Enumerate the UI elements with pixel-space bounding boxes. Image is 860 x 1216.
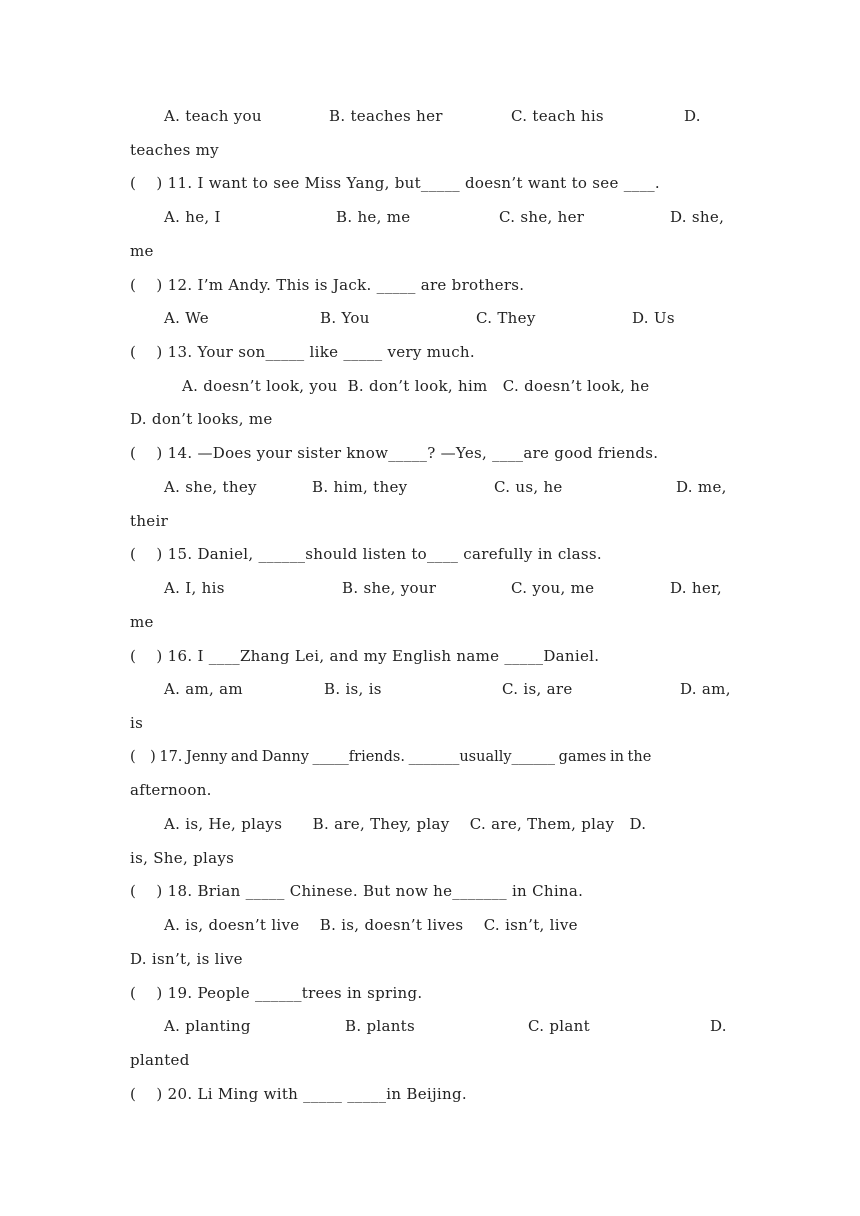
q13-options: A. doesn’t look, you B. don’t look, him C. doesn’t look, he xyxy=(182,377,650,395)
q12-option-d: D. Us xyxy=(632,309,675,327)
q16-option-d: D. am, xyxy=(680,680,731,698)
q11-option-c: C. she, her xyxy=(499,208,585,226)
q17-options: A. is, He, plays B. are, They, play C. are, Them, play D. xyxy=(164,815,647,833)
q14-stem: ( ) 14. —Does your sister know_____? —Yes, ____are good friends. xyxy=(130,444,659,462)
q10-option-d: D. xyxy=(684,107,701,125)
q19-option-c: C. plant xyxy=(528,1017,590,1035)
q16-options xyxy=(164,672,730,706)
q12-stem: ( ) 12. I’m Andy. This is Jack. _____ are brothers. xyxy=(130,276,525,294)
q10-options xyxy=(164,99,730,133)
q19-option-b: B. plants xyxy=(345,1017,415,1035)
q19-option-wrap: planted xyxy=(130,1051,190,1069)
q19-stem: ( ) 19. People ______trees in spring. xyxy=(130,984,423,1002)
q15-option-d: D. her, xyxy=(670,579,722,597)
q15-option-a: A. I, his xyxy=(164,579,225,597)
q15-stem: ( ) 15. Daniel, ______should listen to____ carefully in class. xyxy=(130,545,602,563)
q12-option-c: C. They xyxy=(476,309,536,327)
q10-option-c: C. teach his xyxy=(511,107,604,125)
q16-stem: ( ) 16. I ____Zhang Lei, and my English name _____Daniel. xyxy=(130,647,600,665)
q17-option-wrap: is, She, plays xyxy=(130,849,235,867)
q15-options xyxy=(164,571,730,605)
q14-option-a: A. she, they xyxy=(164,478,257,496)
q15-option-c: C. you, me xyxy=(511,579,595,597)
q18-stem: ( ) 18. Brian _____ Chinese. But now he_______ in China. xyxy=(130,882,584,900)
q14-option-c: C. us, he xyxy=(494,478,563,496)
q18-option-wrap: D. isn’t, is live xyxy=(130,950,243,968)
q11-option-wrap: me xyxy=(130,242,154,260)
q10-option-a: A. teach you xyxy=(164,107,262,125)
q11-option-b: B. he, me xyxy=(336,208,411,226)
q14-option-b: B. him, they xyxy=(312,478,408,496)
q11-option-a: A. he, I xyxy=(164,208,221,226)
q10-option-b: B. teaches her xyxy=(329,107,443,125)
q14-option-d: D. me, xyxy=(676,478,727,496)
q11-stem: ( ) 11. I want to see Miss Yang, but_____ doesn’t want to see ____. xyxy=(130,174,660,192)
q12-options xyxy=(164,301,730,335)
q16-option-a: A. am, am xyxy=(164,680,243,698)
q13-stem: ( ) 13. Your son_____ like _____ very much. xyxy=(130,343,475,361)
q19-option-a: A. planting xyxy=(164,1017,251,1035)
q17-stem: ( ) 17. Jenny and Danny _____friends. _______usually______ games in the xyxy=(130,749,652,765)
q16-option-wrap: is xyxy=(130,714,144,732)
q17-stem-wrap: afternoon. xyxy=(130,781,212,799)
q15-option-wrap: me xyxy=(130,613,154,631)
q19-option-d: D. xyxy=(710,1017,727,1035)
q16-option-b: B. is, is xyxy=(324,680,382,698)
q11-options xyxy=(164,200,730,234)
q12-option-b: B. You xyxy=(320,309,370,327)
q20-stem: ( ) 20. Li Ming with _____ _____in Beijing. xyxy=(130,1085,467,1103)
q11-option-d: D. she, xyxy=(670,208,725,226)
q15-option-b: B. she, your xyxy=(342,579,437,597)
q14-option-wrap: their xyxy=(130,512,169,530)
q14-options xyxy=(164,470,730,504)
q19-options xyxy=(164,1009,730,1043)
q10-option-wrap: teaches my xyxy=(130,141,219,159)
q13-option-wrap: D. don’t looks, me xyxy=(130,410,273,428)
q18-options: A. is, doesn’t live B. is, doesn’t lives C. isn’t, live xyxy=(164,916,578,934)
q12-option-a: A. We xyxy=(164,309,209,327)
q16-option-c: C. is, are xyxy=(502,680,573,698)
